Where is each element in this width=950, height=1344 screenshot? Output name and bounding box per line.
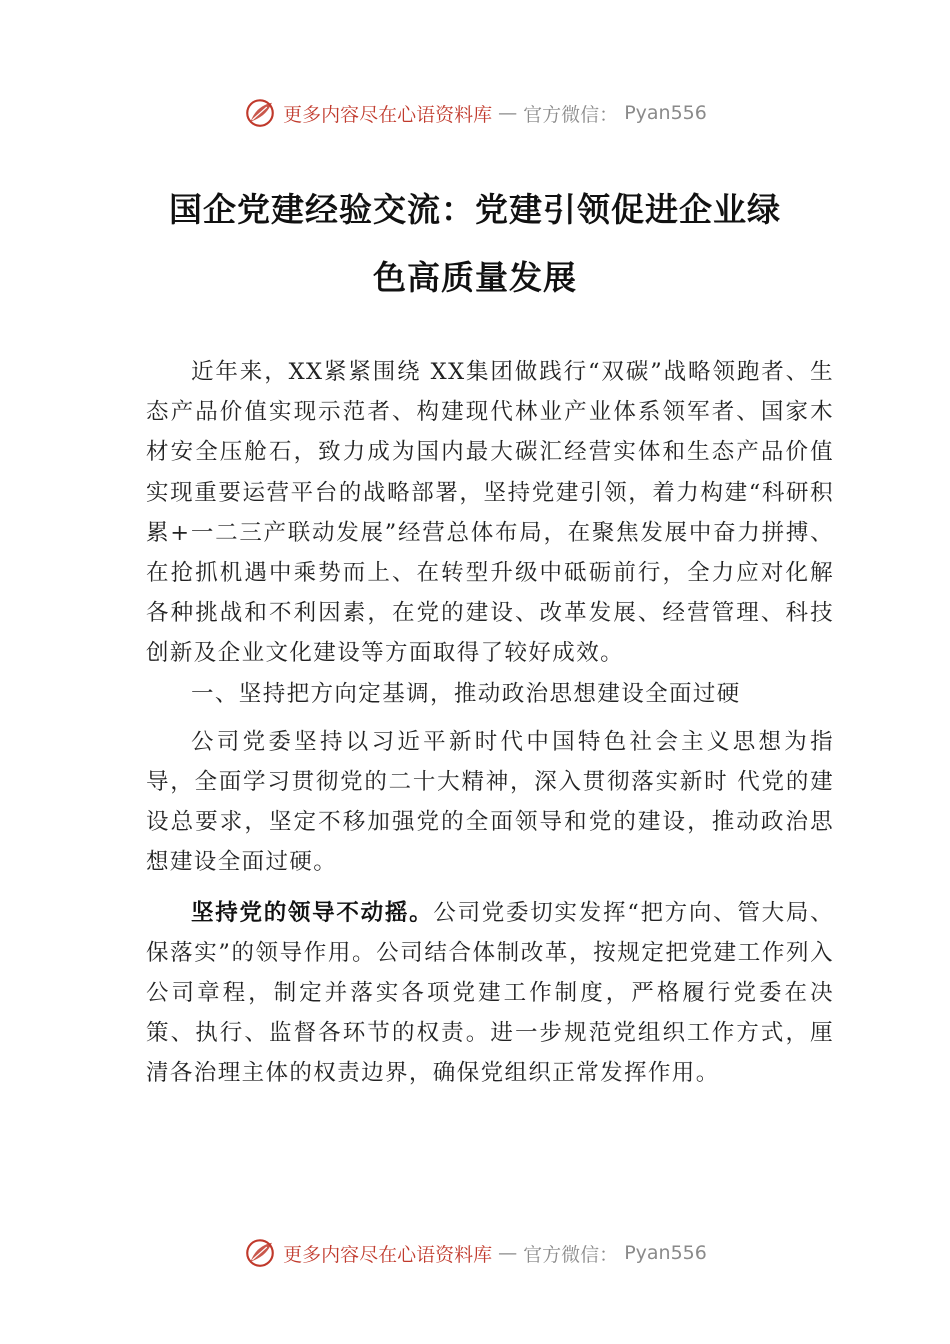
document-body	[146, 352, 834, 1094]
document-title-line2: 色高质量发展	[373, 258, 577, 297]
point-1-lead: 坚持党的领导不动摇。	[191, 899, 434, 926]
point-1-text: 公司党委切实发挥“把方向、管大局、保落实”的领导作用。公司结合体制改革，按规定把党建工作列入公司章程，制定并落实各项党建工作制度，严格履行党委在决策、执行、监督各环节的权责。进一步规范党组织工作方式，厘清各治理主体的权责边界，确保党组织正常发挥作用。	[146, 899, 834, 1087]
watermark-wechat-id: Pyan556	[624, 102, 707, 124]
watermark-wechat-id: Pyan556	[624, 1242, 707, 1264]
leaf-logo-icon	[243, 96, 277, 130]
watermark-wechat-label: 官方微信：	[523, 1243, 619, 1266]
point-1-paragraph	[146, 893, 834, 1094]
watermark-brand-text: 更多内容尽在心语资料库	[283, 103, 493, 126]
section-1-paragraph: 公司党委坚持以习近平新时代中国特色社会主义思想为指导，全面学习贯彻党的二十大精神，深入贯彻落实新时 代党的建设总要求，坚定不移加强党的全面领导和党的建设，推动政治思想建设全面过硬。	[146, 728, 834, 876]
watermark-dash: —	[498, 102, 518, 124]
leaf-logo-icon	[243, 1236, 277, 1270]
watermark-dash: —	[498, 1242, 518, 1264]
watermark-brand-text: 更多内容尽在心语资料库	[283, 1243, 493, 1266]
watermark-wechat-label: 官方微信：	[523, 103, 619, 126]
intro-paragraph: 近年来，XX紧紧围绕 XX集团做践行“双碳”战略领跑者、生态产品价值实现示范者、构建现代林业产业体系领军者、国家木材安全压舱石，致力成为国内最大碳汇经营实体和生态产品价值实现重要运营平台的战略部署，坚持党建引领，着力构建“科研积累+一二三产联动发展”经营总体布局，在聚焦发展中奋力拼搏、在抢抓机遇中乘势而上、在转型升级中砥砺前行，全力应对化解各种挑战和不利因素，在党的建设、改革发展、经营管理、科技创新及企业文化建设等方面取得了较好成效。	[146, 359, 834, 667]
watermark-footer	[0, 1236, 950, 1270]
section-heading-1: 一、坚持把方向定基调，推动政治思想建设全面过硬	[191, 680, 741, 707]
watermark-header	[0, 96, 950, 130]
document-title-line1: 国企党建经验交流：党建引领促进企业绿	[169, 190, 781, 229]
